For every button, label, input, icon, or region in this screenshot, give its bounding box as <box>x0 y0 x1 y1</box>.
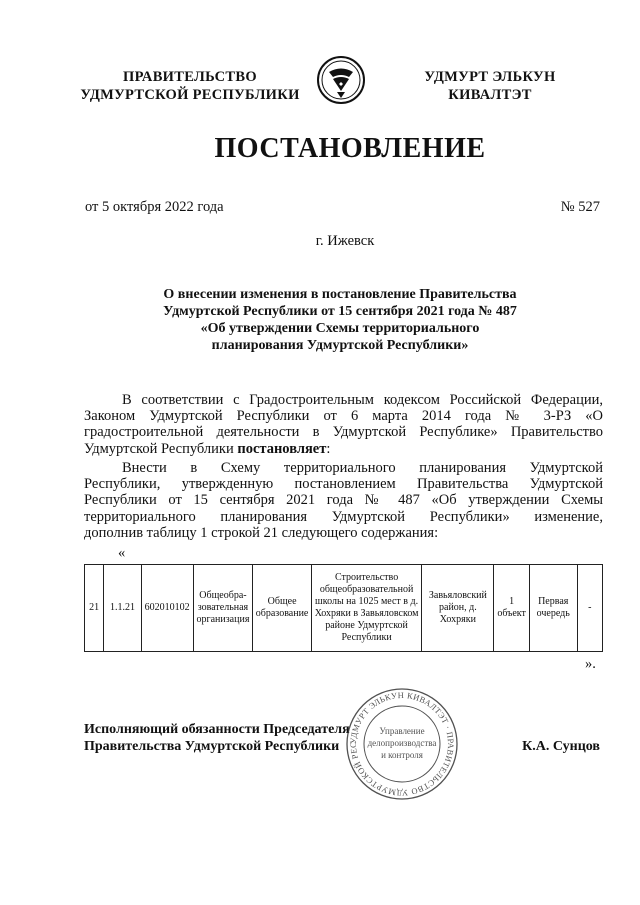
cell-code: 1.1.21 <box>104 565 142 652</box>
document-date: от 5 октября 2022 года <box>85 199 224 215</box>
header-right <box>380 68 600 104</box>
decree-keyword: постановляет <box>237 440 327 457</box>
header-left-line1: ПРАВИТЕЛЬСТВО <box>123 69 257 85</box>
amendment-line-5: дополнив таблицу 1 строкой 21 следующего содержания: <box>84 524 439 541</box>
document-number: № 527 <box>560 199 600 215</box>
official-stamp <box>344 686 460 802</box>
amendment-line-2: Республики, утвержденную постановлением Правительства Удмуртской <box>84 476 603 493</box>
stamp-outer-text: УДМУРТ ЭЛЬКУН КИВАЛТЭТ · ПРАВИТЕЛЬСТВО УДМУРТСКОЙ РЕС <box>348 690 456 798</box>
cell-quantity: 1 объект <box>494 565 530 652</box>
preamble-line-4 <box>84 441 603 457</box>
preamble-line-3: градостроительной деятельности в Удмуртской Республике» Правительство <box>84 424 603 441</box>
header-left <box>70 68 310 104</box>
coat-of-arms-emblem <box>316 55 366 105</box>
table-row <box>85 565 603 652</box>
header-left-line2: УДМУРТСКОЙ РЕСПУБЛИКИ <box>80 87 300 103</box>
amendment-line-4: территориального планирования Удмуртской Республики» изменение, <box>84 508 603 525</box>
cell-row-number: 21 <box>85 565 104 652</box>
title-line-3: «Об утверждении Схемы территориального <box>200 321 480 336</box>
amendment-table <box>84 564 603 652</box>
preamble-line-4-end: : <box>326 440 331 457</box>
preamble-line-1: В соответствии с Градостроительным кодексом Российской Федерации, <box>122 392 603 408</box>
signatory-line-2: Правительства Удмуртской Республики <box>84 739 340 754</box>
title-line-4: планирования Удмуртской Республики» <box>211 338 469 353</box>
cell-stage: Первая очередь <box>529 565 577 652</box>
preamble-line-2: Законом Удмуртской Республики от 6 марта 2014 года № 3-РЗ «О <box>84 408 603 425</box>
cell-last: - <box>577 565 602 652</box>
paragraph-amendment <box>84 460 603 541</box>
cell-purpose: Общее образование <box>253 565 311 652</box>
stamp-center-line2: делопроизводства <box>367 738 437 748</box>
title-line-1: О внесении изменения в постановление Правительства <box>163 287 517 302</box>
document-title <box>100 286 580 354</box>
document-type-heading: ПОСТАНОВЛЕНИЕ <box>214 133 486 164</box>
signatory-line-1: Исполняющий обязанности Председателя <box>84 722 350 737</box>
amendment-line-1: Внести в Схему территориального планирования Удмуртской <box>122 460 603 476</box>
cell-object-description: Строительство общеобразовательной школы на 1025 мест в д. Хохряки в Завьяловском районе Удмуртской Республики <box>311 565 422 652</box>
amendment-line-3: Республики от 15 сентября 2021 года № 487 «Об утверждении Схемы <box>84 492 603 509</box>
preamble-line-4-text: Удмуртской Республики <box>84 440 238 457</box>
quote-close: ». <box>585 656 596 672</box>
title-line-2: Удмуртской Республики от 15 сентября 2021 года № 487 <box>163 304 517 319</box>
cell-location: Завьяловский район, д. Хохряки <box>422 565 494 652</box>
header-right-line1: УДМУРТ ЭЛЬКУН <box>424 69 556 85</box>
paragraph-preamble <box>84 392 603 457</box>
stamp-center-line3: и контроля <box>381 750 423 760</box>
signatory-name: К.А. Сунцов <box>522 739 600 754</box>
header-right-line2: КИВАЛТЭТ <box>448 87 532 103</box>
cell-organization-type: Общеобра-зовательная организация <box>193 565 253 652</box>
signatory-position <box>84 721 350 755</box>
stamp-center-line1: Управление <box>379 726 425 736</box>
cell-okved-code: 602010102 <box>141 565 193 652</box>
quote-open: « <box>118 545 126 561</box>
document-city: г. Ижевск <box>315 233 375 249</box>
